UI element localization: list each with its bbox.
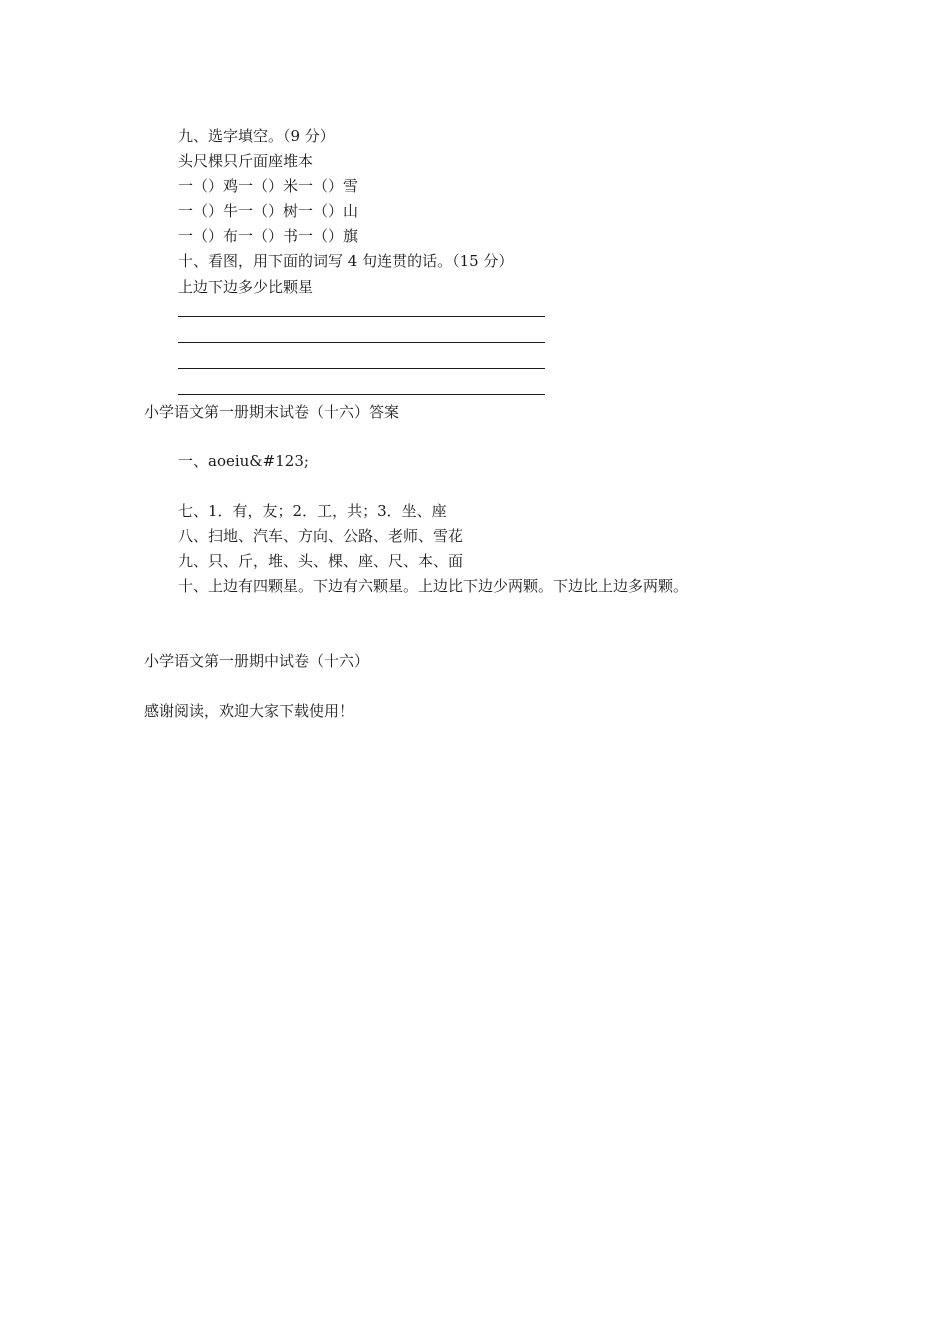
section-10-word-bank: 上边下边多少比颗星 [178,278,314,296]
answer-9: 九、只、斤，堆、头、棵、座、尺、本、面 [178,552,464,570]
writing-line-2 [178,342,545,343]
writing-line-4 [178,394,545,395]
answer-7: 七、1．有，友；2．工，共；3．坐、座 [178,502,447,520]
section-9-row-3: 一（）布一（）书一（）旗 [178,227,359,245]
section-9-title: 九、选字填空。（9 分） [178,127,335,145]
section-9-row-2: 一（）牛一（）树一（）山 [178,202,359,220]
answer-10: 十、上边有四颗星。下边有六颗星。上边比下边少两颗。下边比上边多两颗。 [178,577,689,595]
writing-line-3 [178,368,545,369]
section-9-row-1: 一（）鸡一（）米一（）雪 [178,177,359,195]
section-10-title: 十、看图，用下面的词写 4 句连贯的话。（15 分） [178,252,514,270]
midterm-title: 小学语文第一册期中试卷（十六） [144,652,370,670]
answers-heading: 小学语文第一册期末试卷（十六）答案 [144,403,400,421]
answer-8: 八、扫地、汽车、方向、公路、老师、雪花 [178,527,464,545]
answer-1: 一、aoeiu&#123; [178,452,309,470]
writing-line-1 [178,316,545,317]
section-9-word-bank: 头尺棵只斤面座堆本 [178,152,314,170]
thanks-text: 感谢阅读，欢迎大家下载使用！ [144,702,355,720]
